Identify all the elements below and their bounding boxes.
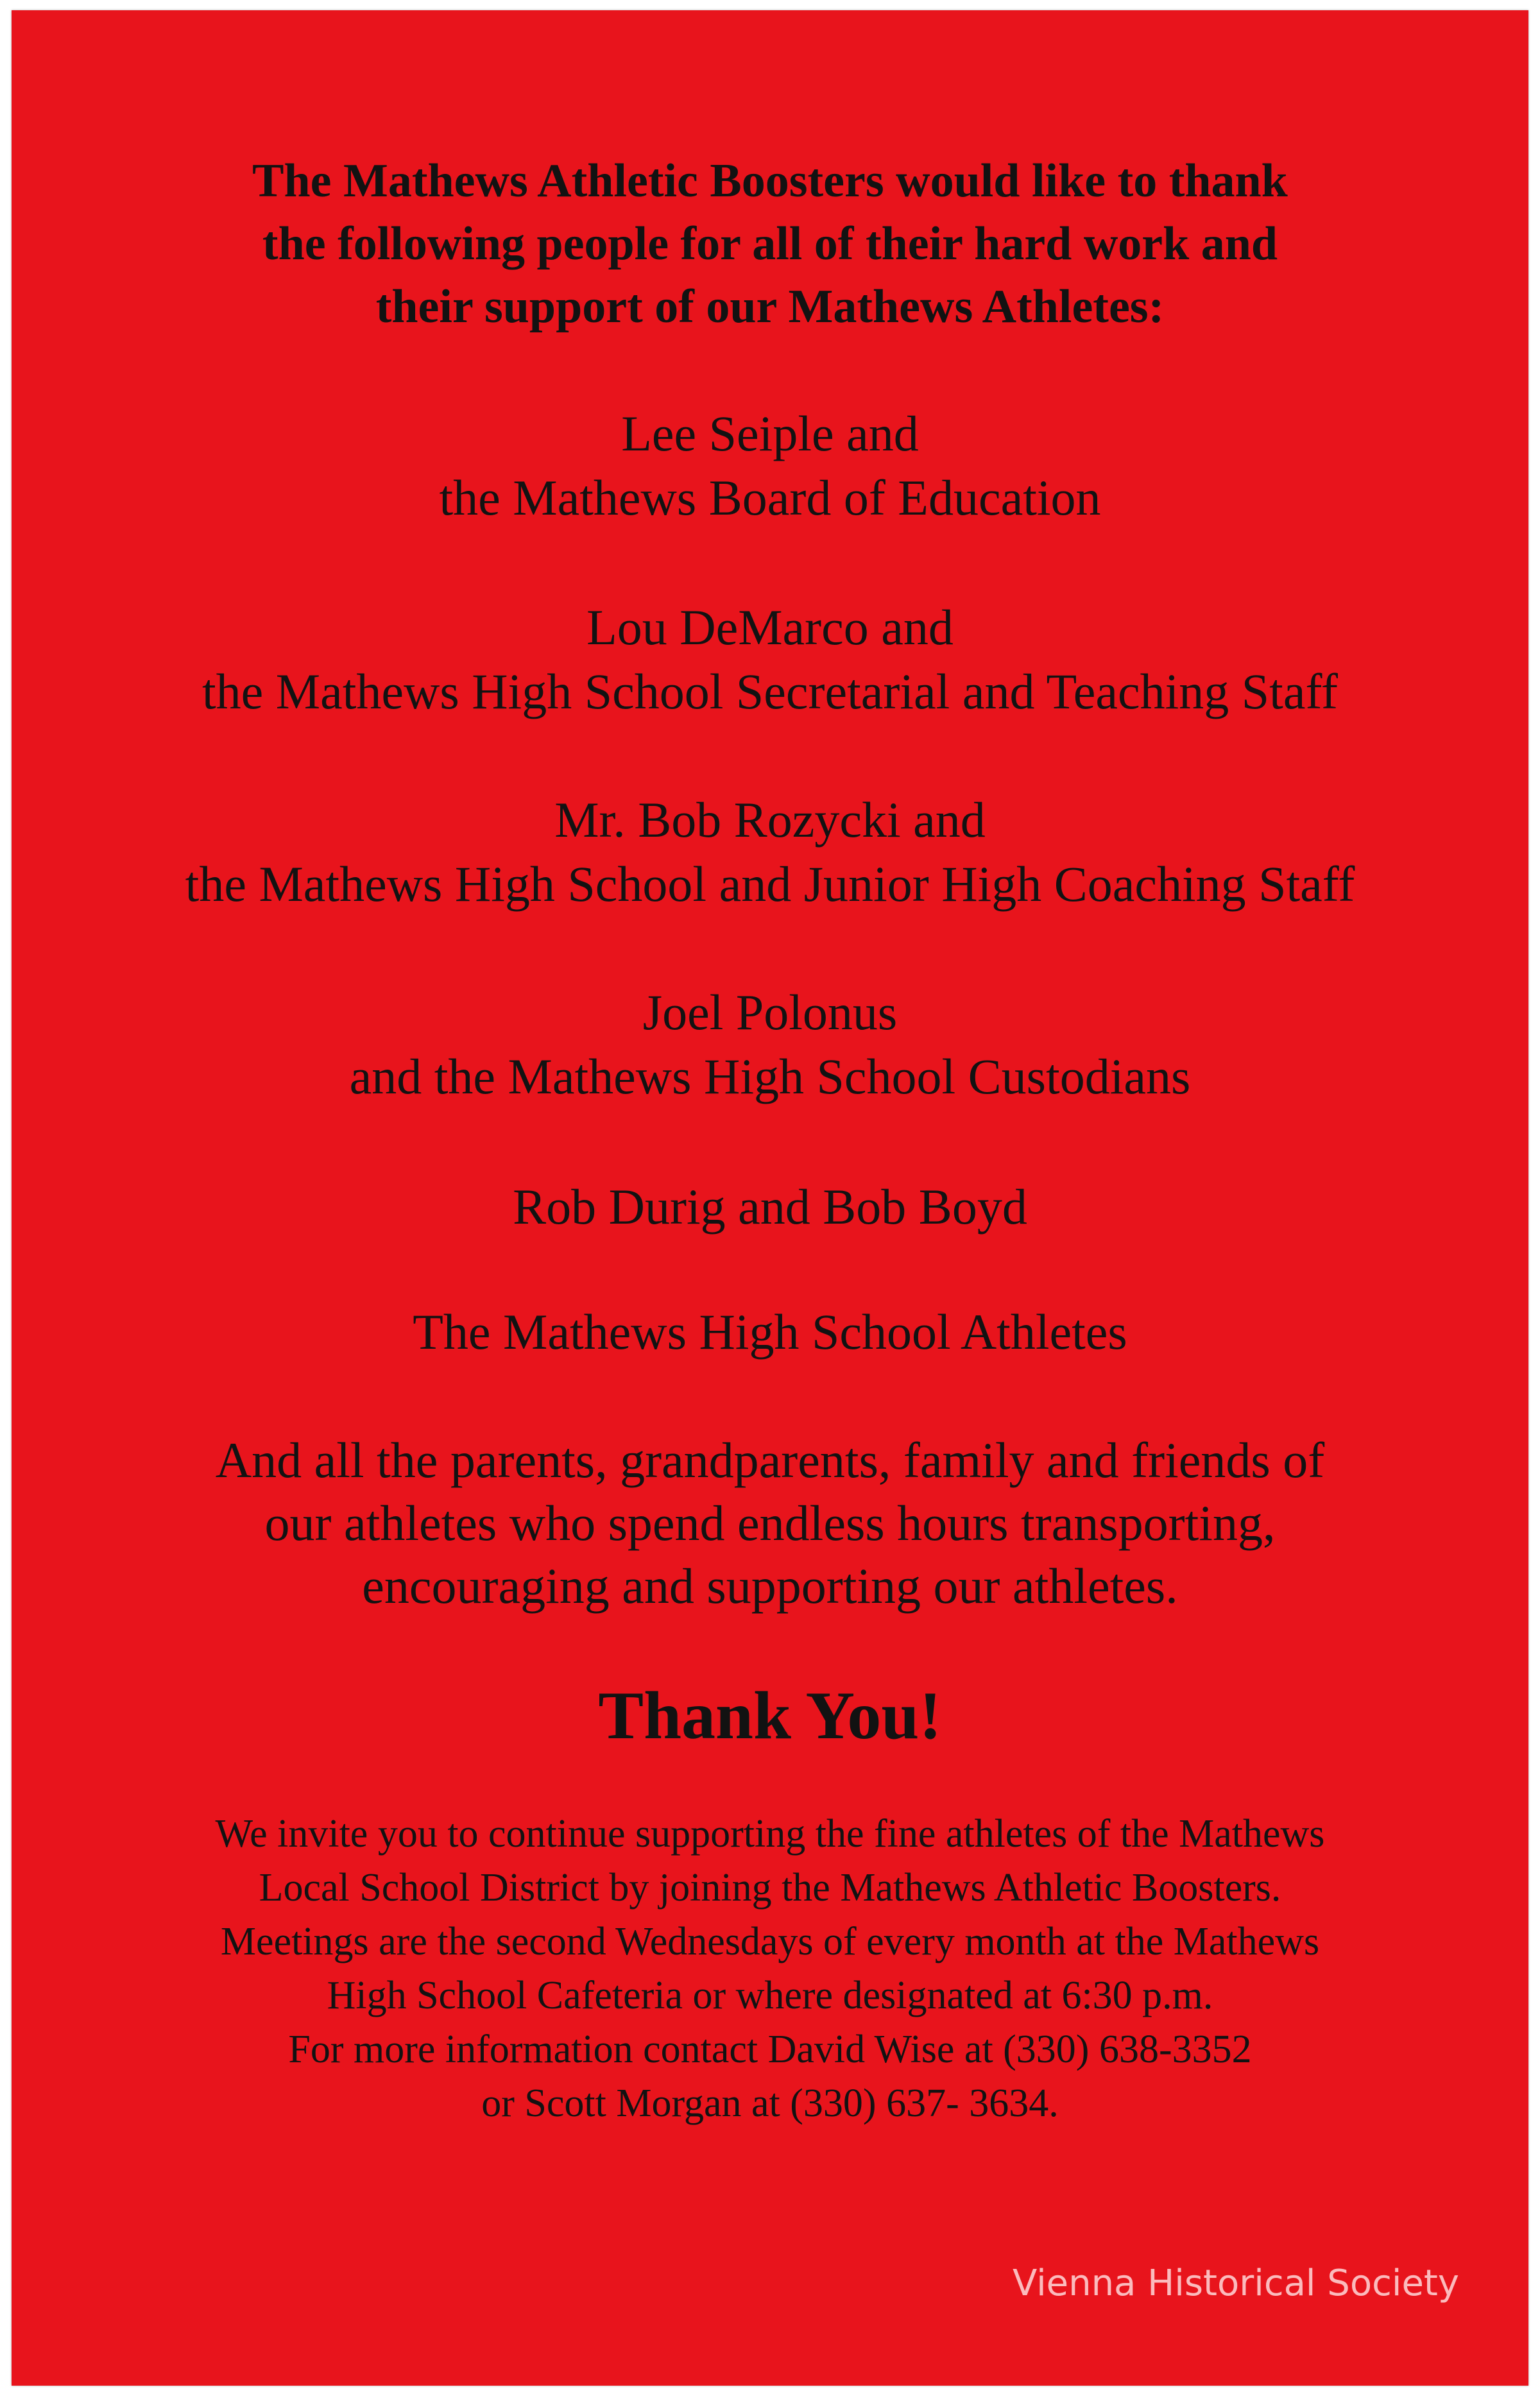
intro-line-3: their support of our Mathews Athletes: xyxy=(375,280,1165,333)
credit-coaching-line-1: Mr. Bob Rozycki and xyxy=(554,792,986,848)
thank-you-heading: Thank You! xyxy=(598,1678,942,1753)
invitation-line-5: For more information contact David Wise at (330) 638-3352 xyxy=(288,2028,1252,2071)
credit-board-line-1: Lee Seiple and xyxy=(621,406,919,461)
credit-durig-boyd: Rob Durig and Bob Boyd xyxy=(513,1179,1027,1235)
credit-families-line-3: encouraging and supporting our athletes. xyxy=(362,1558,1178,1614)
credit-athletes: The Mathews High School Athletes xyxy=(413,1304,1127,1360)
credit-staff-line-1: Lou DeMarco and xyxy=(586,599,954,655)
credit-staff-line-2: the Mathews High School Secretarial and Teaching Staff xyxy=(201,663,1338,719)
credit-families-line-1: And all the parents, grandparents, family and friends of xyxy=(215,1432,1325,1488)
watermark: Vienna Historical Society xyxy=(1012,2262,1459,2304)
credit-families-line-2: our athletes who spend endless hours transporting, xyxy=(264,1495,1276,1551)
credit-board-line-2: the Mathews Board of Education xyxy=(439,470,1101,526)
credit-custodians-line-1: Joel Polonus xyxy=(642,984,898,1040)
invitation-line-3: Meetings are the second Wednesdays of every month at the Mathews xyxy=(220,1920,1320,1963)
thank-you-flyer xyxy=(12,10,1528,2386)
intro-line-1: The Mathews Athletic Boosters would like to thank xyxy=(252,155,1288,207)
intro-line-2: the following people for all of their hard work and xyxy=(262,218,1278,270)
invitation-line-2: Local School District by joining the Mathews Athletic Boosters. xyxy=(259,1866,1281,1910)
invitation-line-4: High School Cafeteria or where designated at 6:30 p.m. xyxy=(327,1974,1213,2017)
credit-coaching-line-2: the Mathews High School and Junior High Coaching Staff xyxy=(185,856,1355,912)
invitation-line-6: or Scott Morgan at (330) 637- 3634. xyxy=(481,2082,1059,2125)
invitation-line-1: We invite you to continue supporting the fine athletes of the Mathews xyxy=(215,1812,1325,1856)
credit-custodians-line-2: and the Mathews High School Custodians xyxy=(349,1048,1191,1104)
